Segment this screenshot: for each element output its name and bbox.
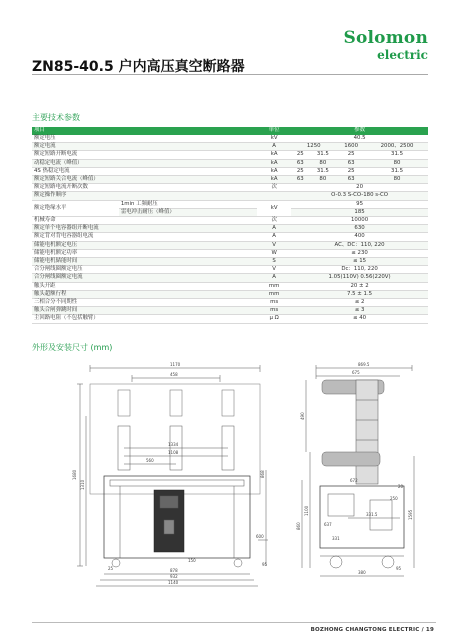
spec-item: 4S 热稳定电流 (32, 167, 257, 175)
spec-unit: kA (257, 151, 291, 159)
spec-item: 机械寿命 (32, 217, 257, 225)
dim-1108: 1108 (168, 450, 179, 455)
spec-unit: A (257, 233, 291, 241)
spec-value: 20 (291, 184, 428, 192)
dim-1680: 1680 (72, 469, 77, 480)
dim-95-side: 95 (396, 566, 402, 571)
spec-row (32, 274, 428, 282)
spec-item: 触头开距 (32, 282, 257, 290)
dim-1170: 1170 (170, 362, 181, 367)
spec-item: 触头超额行程 (32, 290, 257, 298)
spec-row (32, 241, 428, 249)
spec-item: 额定短路电流开断次数 (32, 184, 257, 192)
spec-value: 630 (291, 225, 428, 233)
spec-value: 2000、2500 (366, 143, 428, 151)
spec-unit: A (257, 274, 291, 282)
dim-1100: 1100 (304, 505, 309, 516)
spec-row (32, 217, 428, 225)
spec-item: 额定短路关合电流（峰值） (32, 176, 257, 184)
spec-value: 7.5 ± 1.5 (291, 290, 428, 298)
spec-unit: V (257, 266, 291, 274)
spec-row (32, 249, 428, 257)
spec-item: 合分闸线圈额定电压 (32, 266, 257, 274)
dim-1140: 1140 (168, 580, 179, 585)
spec-unit: W (257, 249, 291, 257)
dim-868: 868 (260, 470, 265, 478)
dim-932: 932 (170, 574, 178, 579)
spec-value: 40.5 (291, 135, 428, 143)
dim-1310: 1310 (80, 479, 85, 490)
spec-value: 25 (291, 151, 309, 159)
spec-value: ≤ 15 (291, 258, 428, 266)
spec-unit: V (257, 241, 291, 249)
spec-row (32, 200, 428, 208)
spec-item: 动稳定电流（峰值） (32, 159, 257, 167)
dim-250: 250 (390, 496, 398, 501)
dim-490: 490 (300, 412, 305, 420)
spec-value: AC、DC：110, 220 (291, 241, 428, 249)
spec-unit: A (257, 143, 291, 151)
dim-860: 860 (296, 522, 301, 530)
dim-672: 672 (350, 478, 358, 483)
spec-table-body (32, 135, 428, 323)
spec-row (32, 192, 428, 200)
dim-25: 25 (108, 566, 114, 571)
spec-unit: kV (257, 135, 291, 143)
spec-row (32, 266, 428, 274)
spec-unit (257, 192, 291, 200)
spec-item: 额定短路开断电流 (32, 151, 257, 159)
spec-unit: mm (257, 282, 291, 290)
spec-item: 触头合闸弹跳时间 (32, 307, 257, 315)
spec-value: 80 (309, 159, 336, 167)
spec-item: 储能电机储能时间 (32, 258, 257, 266)
spec-value: O-0.3 S-CO-180 s-CO (291, 192, 428, 200)
spec-row (32, 151, 428, 159)
dim-150: 150 (188, 558, 196, 563)
spec-value: 31.5 (309, 167, 336, 175)
brand-name: Solomon (343, 28, 428, 48)
spec-value: 1.05(110V) 0.56(220V) (291, 274, 428, 282)
spec-value: 400 (291, 233, 428, 241)
spec-unit: kA (257, 176, 291, 184)
section-dimensions-heading: 外形及安装尺寸 (mm) (32, 343, 113, 352)
spec-value: Dc：110, 220 (291, 266, 428, 274)
dim-1595: 1595 (408, 509, 413, 520)
dim-560: 560 (146, 458, 154, 463)
spec-value: 63 (291, 176, 309, 184)
spec-value: ≤ 3 (291, 307, 428, 315)
spec-value: 63 (336, 176, 366, 184)
spec-unit: 次 (257, 217, 291, 225)
spec-row (32, 176, 428, 184)
spec-row (32, 258, 428, 266)
spec-value: 25 (291, 167, 309, 175)
spec-item: 三相合分不同期性 (32, 299, 257, 307)
spec-value: 80 (309, 176, 336, 184)
spec-unit: mm (257, 290, 291, 298)
spec-subitem: 1min 工频耐压 (119, 200, 257, 208)
spec-row (32, 143, 428, 151)
spec-value: 31.5 (309, 151, 336, 159)
spec-row (32, 225, 428, 233)
spec-unit: A (257, 225, 291, 233)
dim-20: 20 (398, 484, 404, 489)
section-specs-heading: 主要技术参数 (32, 113, 80, 122)
spec-value: 1250 (291, 143, 336, 151)
spec-value: 25 (336, 167, 366, 175)
spec-value: 80 (366, 159, 428, 167)
spec-row (32, 307, 428, 315)
spec-value: 63 (291, 159, 309, 167)
page-title: ZN85-40.5 户内高压真空断路器 (32, 59, 245, 75)
spec-item: 额定电流 (32, 143, 257, 151)
dim-1334: 1334 (168, 442, 179, 447)
dim-458: 458 (170, 372, 178, 377)
dim-380: 380 (358, 570, 366, 575)
spec-row (32, 167, 428, 175)
dim-637: 637 (324, 522, 332, 527)
spec-value: 31.5 (366, 167, 428, 175)
spec-value: 80 (366, 176, 428, 184)
spec-value: 63 (336, 159, 366, 167)
dim-331: 331 (332, 536, 340, 541)
spec-row (32, 184, 428, 192)
spec-subitem: 雷电冲击耐压（峰值） (119, 208, 257, 216)
spec-row (32, 299, 428, 307)
spec-value: 1600 (336, 143, 366, 151)
spec-item: 储能电机额定功率 (32, 249, 257, 257)
footer-text: BOZHONG CHANGTONG ELECTRIC / 19 (310, 627, 434, 633)
spec-value: 95 (291, 200, 428, 208)
col-params: 参数 (291, 127, 428, 135)
spec-row (32, 233, 428, 241)
spec-item: 主回路电阻（不包括触臂） (32, 315, 257, 323)
spec-value: 10000 (291, 217, 428, 225)
spec-unit: S (257, 258, 291, 266)
footer-divider (32, 622, 436, 623)
spec-item: 额定单个电容器组开断电流 (32, 225, 257, 233)
spec-item: 额定电压 (32, 135, 257, 143)
spec-unit: kA (257, 167, 291, 175)
spec-item: 额定绝缘水平 (32, 200, 119, 216)
spec-value: ≤ 2 (291, 299, 428, 307)
dim-95: 95 (262, 562, 268, 567)
spec-row (32, 159, 428, 167)
spec-value: ≤ 40 (291, 315, 428, 323)
brand-sub: electric (377, 48, 428, 62)
spec-row (32, 282, 428, 290)
spec-row (32, 135, 428, 143)
spec-unit: kV (257, 200, 291, 216)
spec-value: 185 (291, 208, 428, 216)
spec-table (32, 127, 428, 324)
spec-item: 额定背对背电容器组电流 (32, 233, 257, 241)
dim-675: 675 (352, 370, 360, 375)
col-unit: 单位 (257, 127, 291, 135)
dimension-drawing (70, 360, 420, 590)
spec-value: 25 (336, 151, 366, 159)
title-divider (32, 74, 428, 75)
spec-unit: kA (257, 159, 291, 167)
spec-row (32, 315, 428, 323)
spec-item: 额定操作顺序 (32, 192, 257, 200)
brand-logo (344, 30, 429, 61)
spec-row (32, 290, 428, 298)
spec-unit: 次 (257, 184, 291, 192)
spec-value: 20 ± 2 (291, 282, 428, 290)
spec-item: 合分闸线圈额定电流 (32, 274, 257, 282)
spec-value: 31.5 (366, 151, 428, 159)
spec-item: 储能电机额定电压 (32, 241, 257, 249)
dim-331-5: 331.5 (366, 512, 378, 517)
spec-unit: ms (257, 307, 291, 315)
spec-unit: μ Ω (257, 315, 291, 323)
spec-value: ≤ 230 (291, 249, 428, 257)
dim-878: 878 (170, 568, 178, 573)
col-item: 项目 (32, 127, 257, 135)
dim-869-5: 869.5 (358, 362, 370, 367)
dim-600: 600 (256, 534, 264, 539)
spec-unit: ms (257, 299, 291, 307)
